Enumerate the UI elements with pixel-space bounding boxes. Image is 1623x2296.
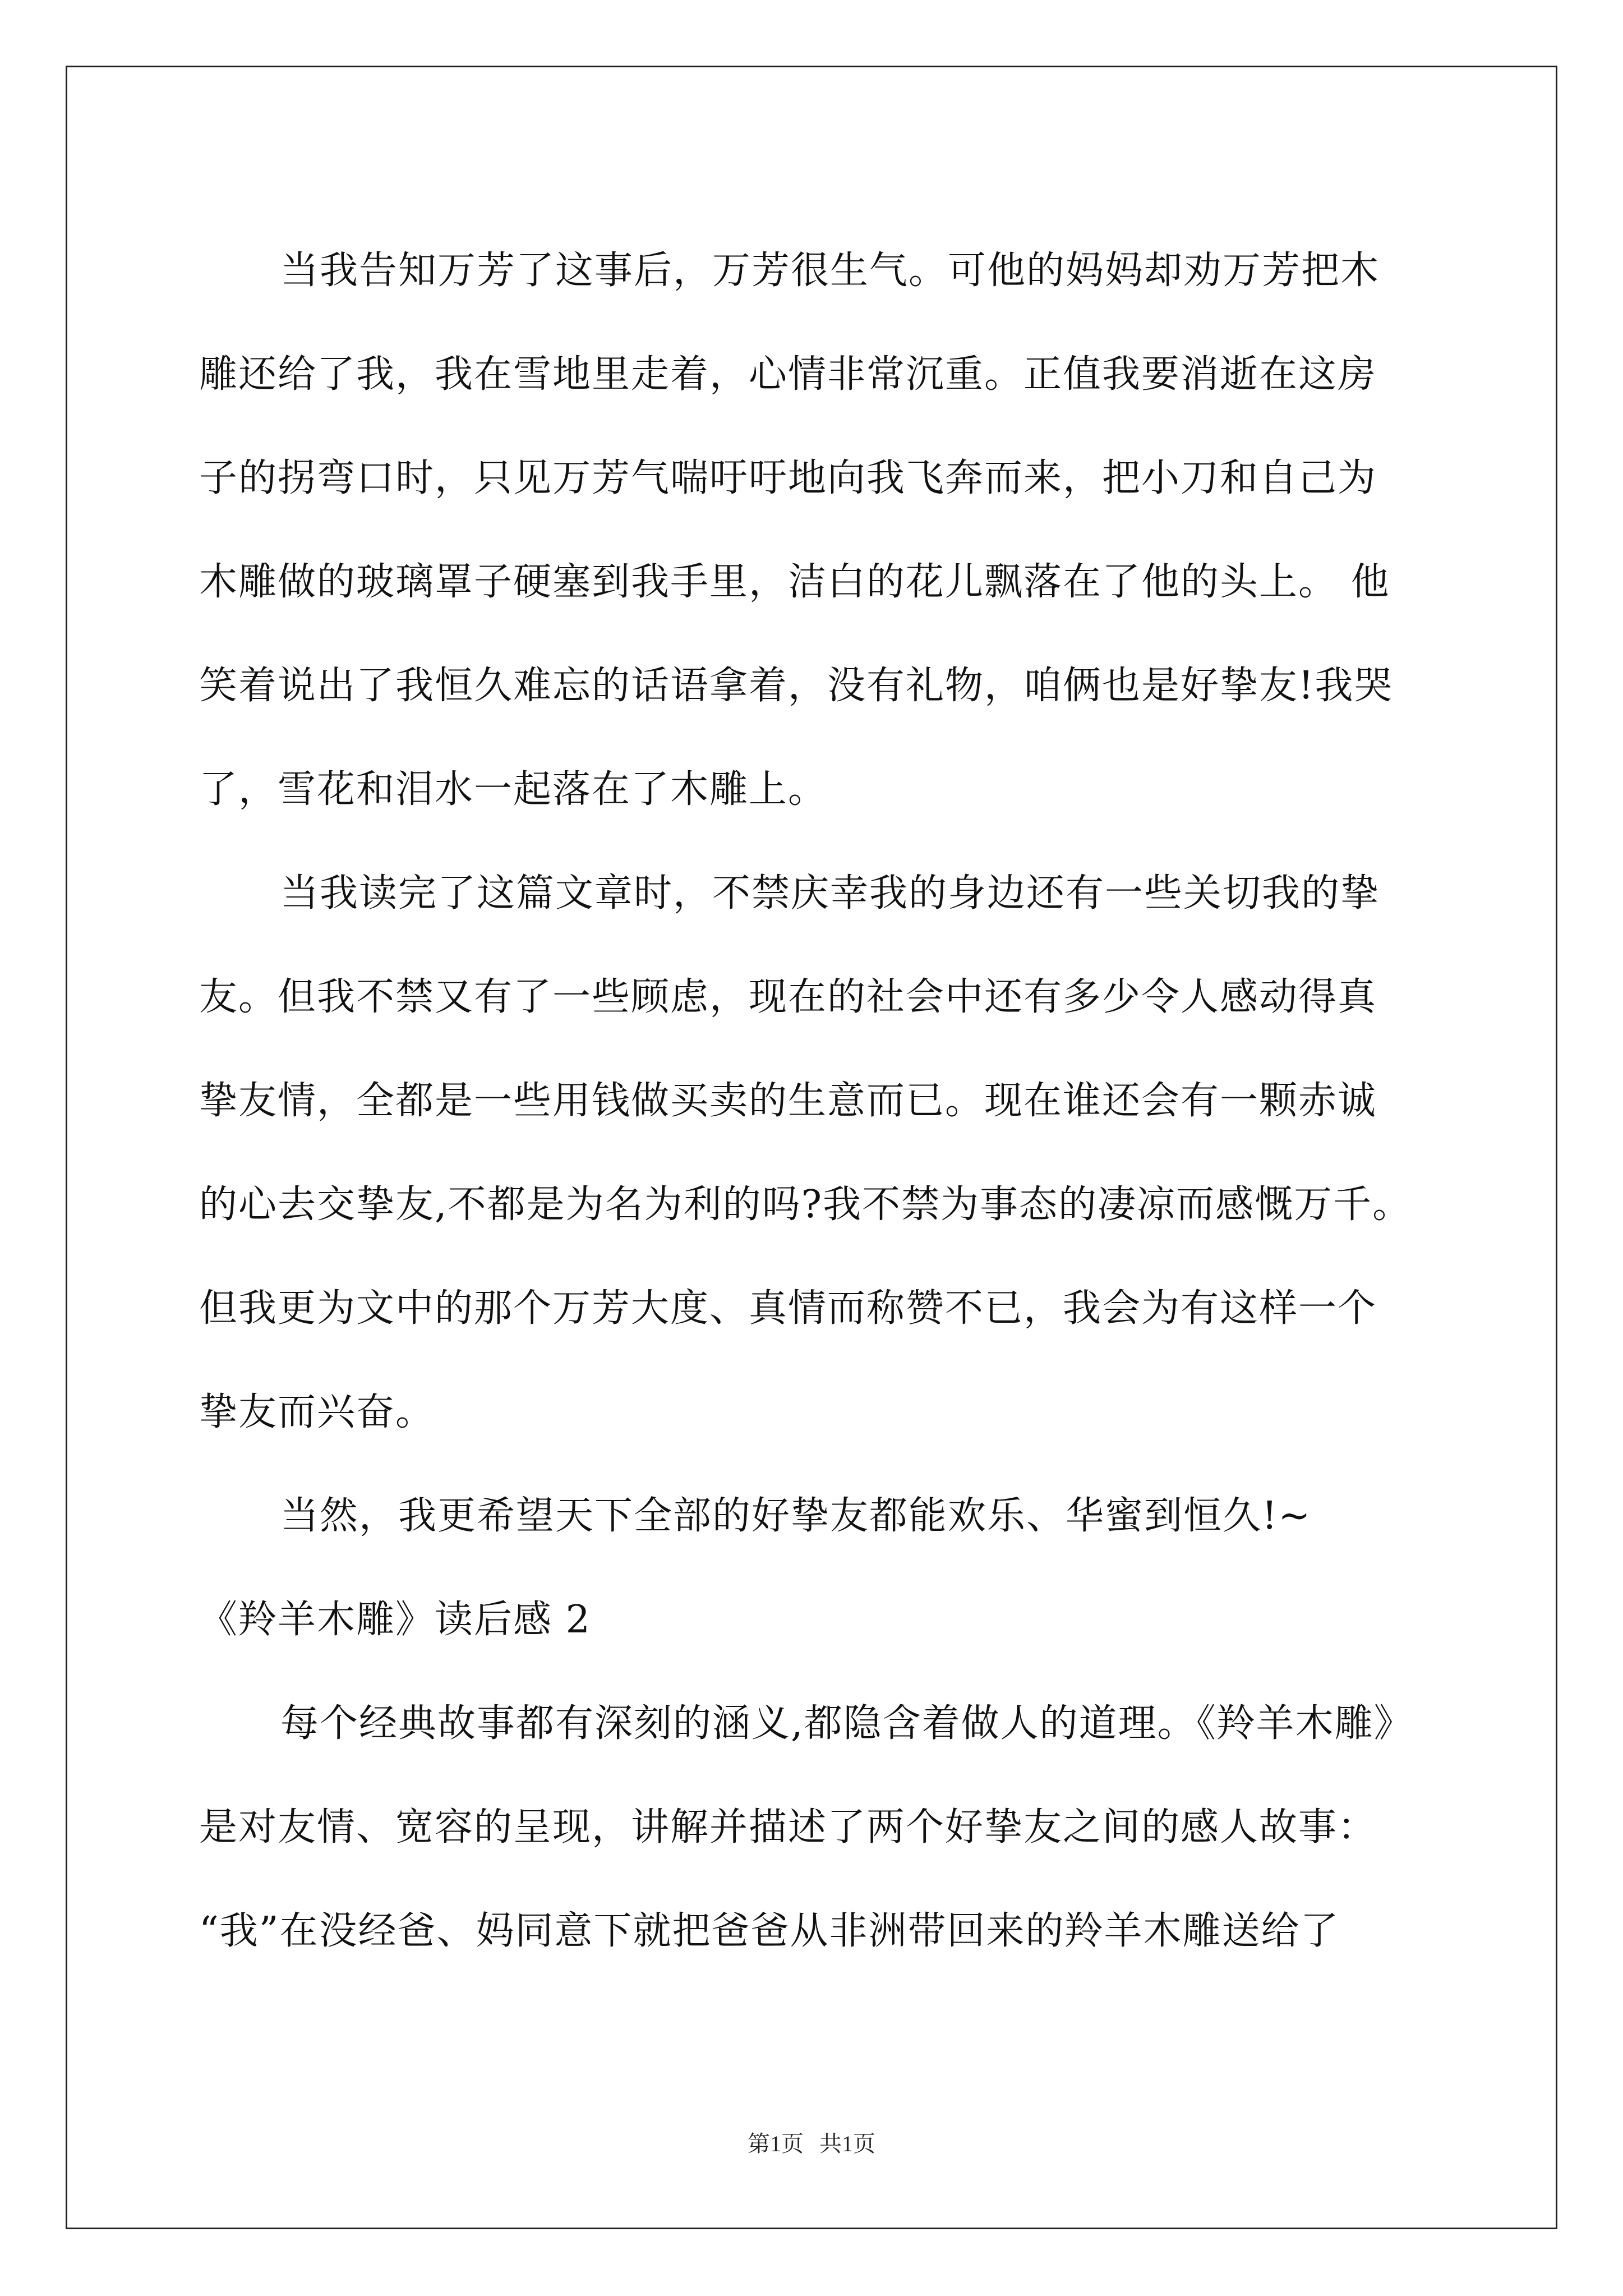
page-footer: 第1页 共1页 (748, 2131, 875, 2156)
text-line-17: “我”在没经爸、妈同意下就把爸爸从非洲带回来的羚羊木雕送给了 (199, 1909, 1340, 1953)
text-line-3: 子的拐弯口时，只见万芳气喘吁吁地向我飞奔而来，把小刀和自己为 (199, 456, 1377, 500)
text-line-9: 挚友情，全都是一些用钱做买卖的生意而已。现在谁还会有一颗赤诚 (199, 1079, 1377, 1123)
text-line-7: 当我读完了这篇文章时，不禁庆幸我的身边还有一些关切我的挚 (280, 871, 1380, 915)
document-body (199, 219, 1422, 1983)
text-line-11: 但我更为文中的那个万芳大度、真情而称赞不已，我会为有这样一个 (199, 1286, 1377, 1331)
text-line-5: 笑着说出了我恒久难忘的话语拿着，没有礼物，咱俩也是好挚友!我哭 (199, 664, 1394, 708)
text-line-4: 木雕做的玻璃罩子硬塞到我手里，洁白的花儿飘落在了他的头上。 他 (199, 560, 1390, 604)
text-line-2: 雕还给了我，我在雪地里走着，心情非常沉重。正值我要消逝在这房 (199, 352, 1377, 397)
text-line-15: 每个经典故事都有深刻的涵义,都隐含着做人的道理。《羚羊木雕》 (280, 1701, 1413, 1746)
text-line-6: 了，雪花和泪水一起落在了木雕上。 (199, 767, 828, 812)
text-line-8: 友。但我不禁又有了一些顾虑，现在的社会中还有多少令人感动得真 (199, 975, 1377, 1019)
text-line-13: 当然，我更希望天下全部的好挚友都能欢乐、华蜜到恒久!~ (280, 1494, 1312, 1538)
section-heading: 《羚羊木雕》读后感 2 (199, 1598, 591, 1642)
text-line-12: 挚友而兴奋。 (199, 1390, 435, 1434)
text-line-10: 的心去交挚友,不都是为名为利的吗?我不禁为事态的凄凉而感慨万千。 (199, 1182, 1412, 1227)
text-line-16: 是对友情、宽容的呈现，讲解并描述了两个好挚友之间的感人故事： (199, 1805, 1377, 1849)
text-line-1: 当我告知万芳了这事后，万芳很生气。可他的妈妈却劝万芳把木 (280, 249, 1380, 293)
